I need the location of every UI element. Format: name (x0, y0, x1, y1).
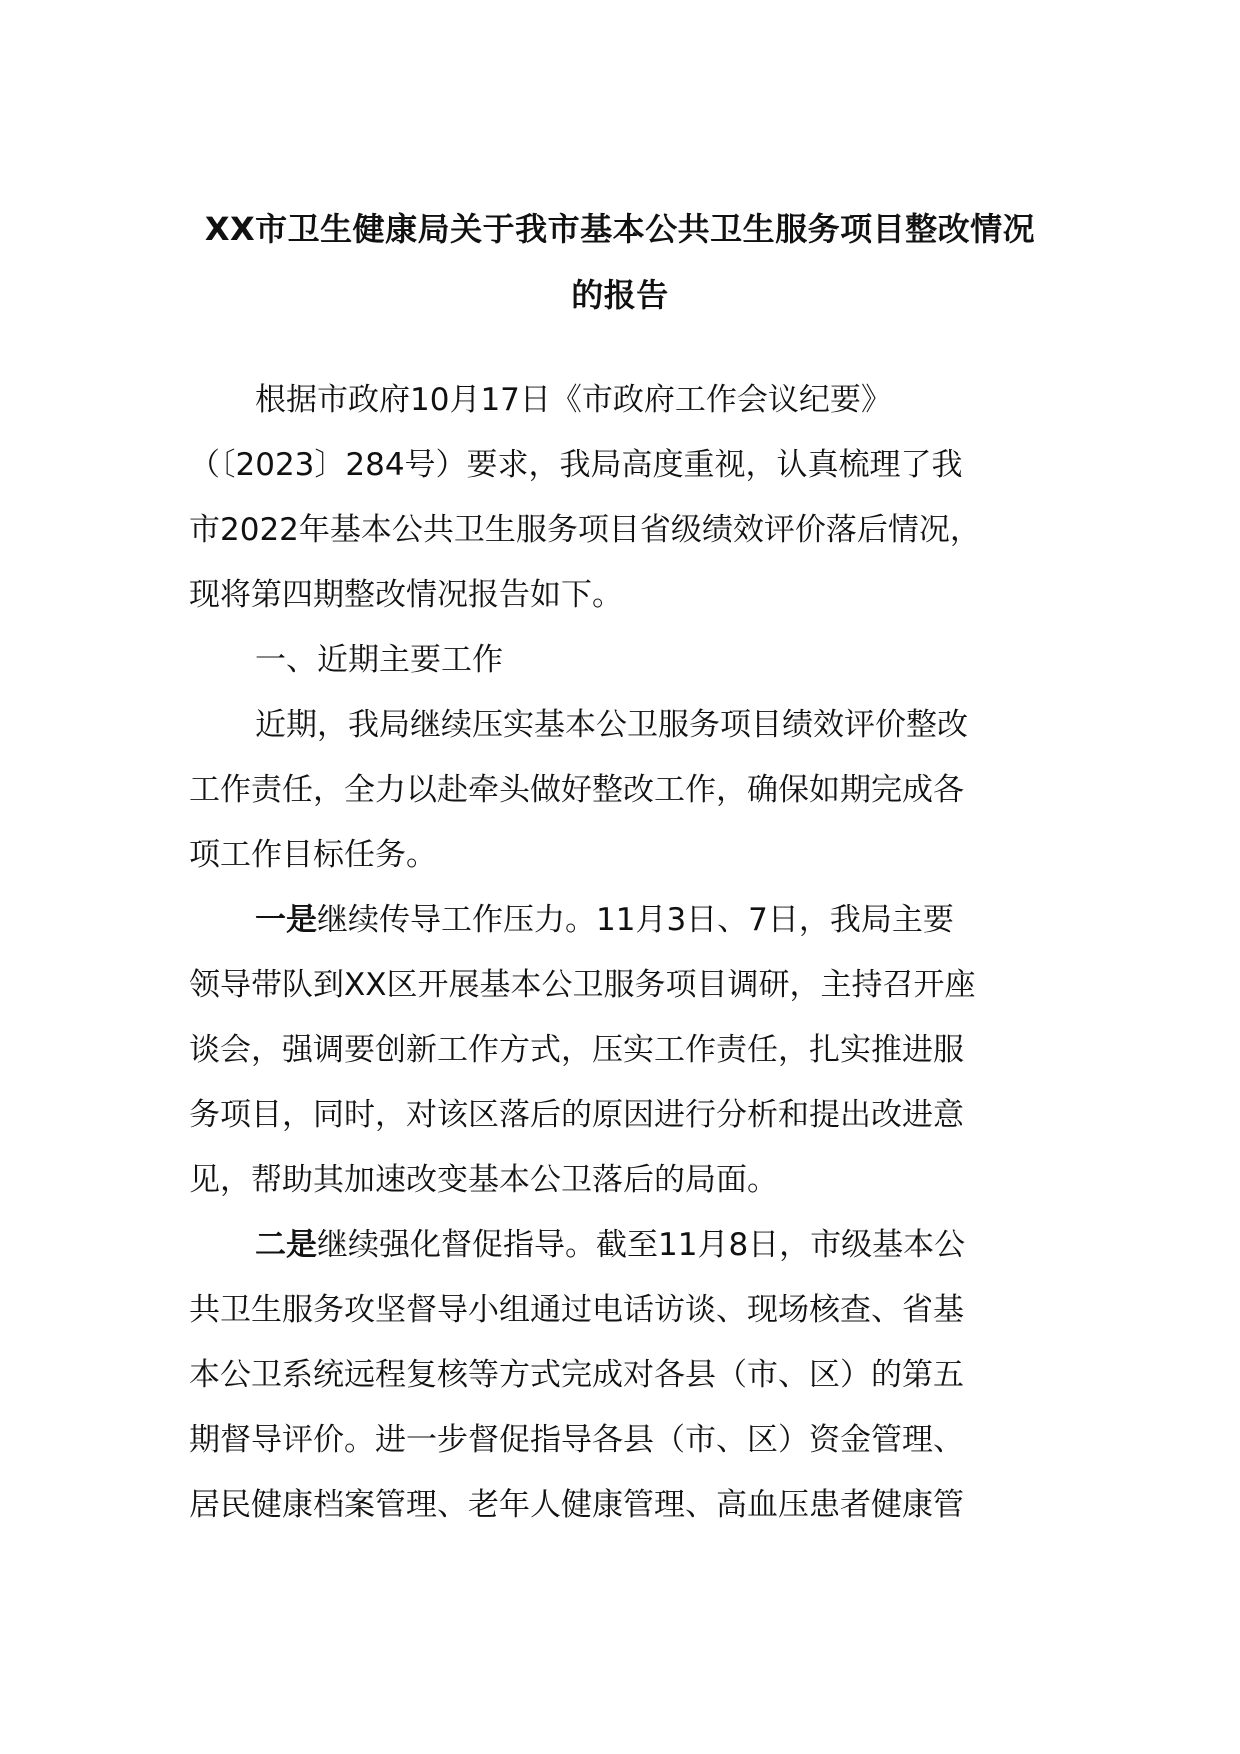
paragraph-4-lead: 一是 (255, 902, 317, 938)
paragraph-5-line-1 (189, 1213, 1059, 1278)
paragraph-5-line-1-text: 继续强化督促指导。截至11月8日，市级基本公 (317, 1227, 966, 1263)
paragraph-3-line-2: 工作责任，全力以赴牵头做好整改工作，确保如期完成各 (189, 772, 964, 808)
paragraph-4-line-2: 领导带队到XX区开展基本公卫服务项目调研，主持召开座 (189, 967, 976, 1003)
paragraph-5-line-2: 共卫生服务攻坚督导小组通过电话访谈、现场核查、省基 (189, 1292, 964, 1328)
paragraph-4-line-3: 谈会，强调要创新工作方式，压实工作责任，扎实推进服 (189, 1032, 964, 1068)
document-body (189, 368, 1059, 1538)
paragraph-5-line-5: 居民健康档案管理、老年人健康管理、高血压患者健康管 (189, 1487, 964, 1523)
paragraph-4-line-5: 见，帮助其加速改变基本公卫落后的局面。 (189, 1162, 778, 1198)
paragraph-1-line-3: 市2022年基本公共卫生服务项目省级绩效评价落后情况， (189, 512, 981, 548)
paragraph-5-line-4: 期督导评价。进一步督促指导各县（市、区）资金管理、 (189, 1422, 964, 1458)
paragraph-1-line-2: （〔2023〕284号）要求，我局高度重视，认真梳理了我 (189, 447, 963, 483)
paragraph-4-line-4: 务项目，同时，对该区落后的原因进行分析和提出改进意 (189, 1097, 964, 1133)
paragraph-5-lead: 二是 (255, 1227, 317, 1263)
paragraph-5-line-3: 本公卫系统远程复核等方式完成对各县（市、区）的第五 (189, 1357, 964, 1393)
paragraph-1-line-1: 根据市政府10月17日《市政府工作会议纪要》 (255, 382, 892, 418)
section-heading: 一、近期主要工作 (255, 642, 503, 678)
paragraph-1-line-4: 现将第四期整改情况报告如下。 (189, 577, 623, 613)
document-title (180, 196, 1060, 328)
paragraph-4-line-1 (189, 888, 1059, 953)
title-line-2: 的报告 (571, 276, 669, 314)
paragraph-4-line-1-text: 继续传导工作压力。11月3日、7日，我局主要 (317, 902, 954, 938)
paragraph-3-line-1: 近期，我局继续压实基本公卫服务项目绩效评价整改 (255, 707, 968, 743)
paragraph-3-line-3: 项工作目标任务。 (189, 837, 437, 873)
title-line-1: XX市卫生健康局关于我市基本公共卫生服务项目整改情况 (204, 210, 1036, 248)
